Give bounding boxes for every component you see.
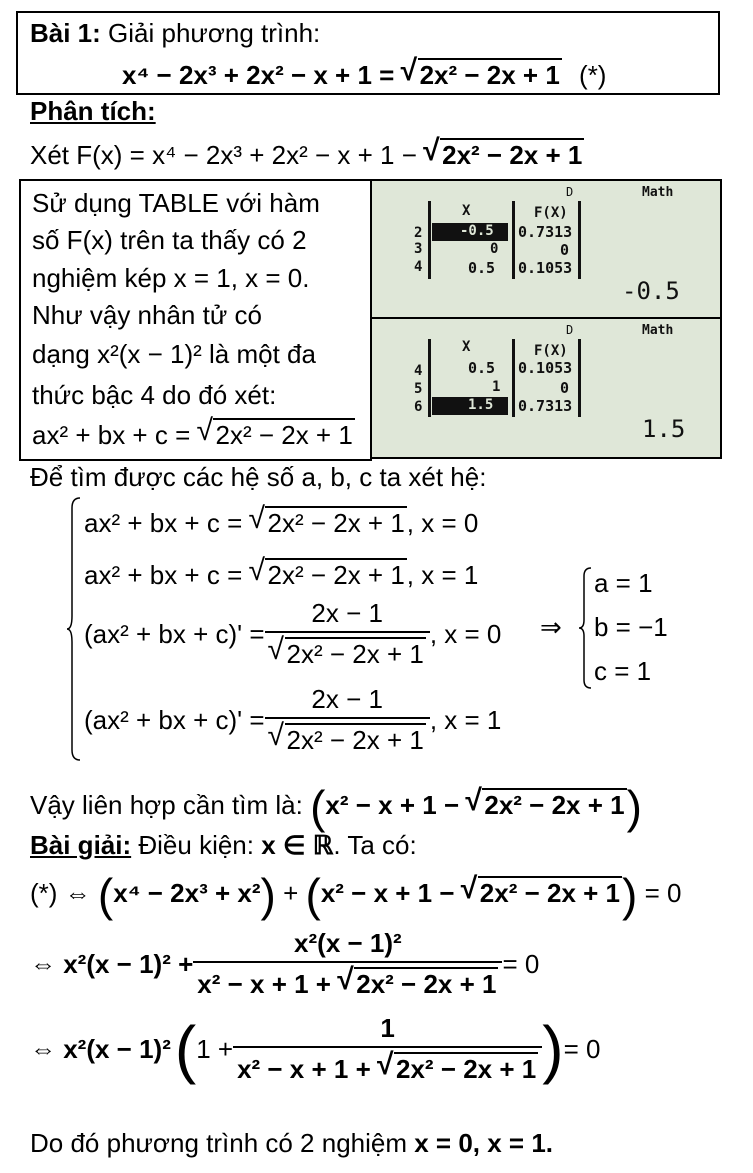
analysis-consider: Xét F(x) = x⁴ − 2x³ + 2x² − x + 1 − √ 2x² − 2x + 1 [30,138,584,171]
calc-cell-x: 0 [490,241,499,257]
solution-heading-line: Bài giải: Điều kiện: x ∈ ℝ. Ta có: [30,830,417,860]
calc-cell-f: 0 [560,379,570,397]
calc-row-index: 6 [414,399,423,415]
problem-equation: x⁴ − 2x³ + 2x² − x + 1 = √ 2x² − 2x + 1 (*) [122,58,606,91]
calc-col-x: X [462,203,471,219]
solution-step-2: ⇔ x²(x − 1)² + $\frac{\text{x²(x − 1)²}}{\text{x² − x + 1 + √ 2x² − 2x + 1}}$ = 0 [30,928,539,1000]
calc-divider [578,339,581,417]
calc-cell-f: 0.1053 [518,359,573,377]
calc-cell-f: 0.7313 [518,223,573,241]
calc-divider [578,201,581,279]
calc-screen-2 [370,317,722,459]
calc-row-index: 5 [414,381,423,397]
table-line-4: Như vậy nhân tử có [32,300,262,330]
calc-screen-1 [370,179,722,319]
calc-cell-x: 1 [492,379,501,395]
system-left-brace [66,496,82,762]
calc-divider [428,201,431,279]
calc-indicator: D [566,323,574,337]
table-line-6: thức bậc 4 do đó xét: [32,380,277,410]
table-line-5: dạng x²(x − 1)² là một đa [32,339,316,369]
calc-result: -0.5 [622,277,680,305]
table-line-3: nghiệm kép x = 1, x = 0. [32,263,310,293]
calc-mode: Math [642,185,674,200]
solution-c: c = 1 [594,656,652,686]
system-intro: Để tìm được các hệ số a, b, c ta xét hệ: [30,462,487,492]
calc-row-index: 4 [414,259,423,275]
calc-col-f: F(X) [534,205,568,221]
conjugate-line: Vậy liên hợp cần tìm là: (x² − x + 1 − √ 2x² − 2x + 1) [30,780,642,834]
analysis-heading: Phân tích: [30,96,156,126]
calc-cell-x: 0.5 [468,359,496,377]
calc-row-index: 2 [414,225,423,241]
system-eq-3: (ax² + bx + c)' = 2x − 1 √ 2x² − 2x + 1 , x = 0 [84,598,501,670]
problem-heading [30,18,320,49]
calc-row-index: 3 [414,241,423,257]
system-eq-2: ax² + bx + c = √ 2x² − 2x + 1, x = 1 [84,558,478,591]
calc-mode: Math [642,323,674,338]
calc-row-index: 4 [414,363,423,379]
solution-right-brace [578,566,592,690]
solution-a: a = 1 [594,568,653,598]
table-line-1: Sử dụng TABLE với hàm [32,188,320,218]
calc-divider [512,339,515,417]
problem-label: Bài 1: [30,18,101,48]
calc-col-f: F(X) [534,343,568,359]
system-eq-4: (ax² + bx + c)' = 2x − 1 √ 2x² − 2x + 1 , x = 1 [84,684,501,756]
solution-step-1: (*) ⇔ (x⁴ − 2x³ + x²) + (x² − x + 1 − √ 2x² − 2x + 1) = 0 [30,868,681,922]
system-eq-1: ax² + bx + c = √ 2x² − 2x + 1, x = 0 [84,506,478,539]
conclusion-line: Do đó phương trình có 2 nghiệm x = 0, x = 1. [30,1128,554,1158]
table-line-7: ax² + bx + c = √ 2x² − 2x + 1 [32,418,355,451]
calc-indicator: D [566,185,574,199]
solution-step-3: ⇔ x²(x − 1)² ( 1 + $\frac{1}{\text{x² − x + 1 + √ 2x² − 2x + 1}}$ ) = 0 [30,1012,600,1086]
calc-divider [428,339,431,417]
calc-cell-f: 0.1053 [518,259,573,277]
table-line-2: số F(x) trên ta thấy có 2 [32,225,307,255]
calc-cell-x: 0.5 [468,259,496,277]
calc-cell-f: 0.7313 [518,397,573,415]
calc-col-x: X [462,339,471,355]
calc-cell-x: -0.5 [460,223,494,239]
calc-cell-f: 0 [560,241,570,259]
calc-result: 1.5 [642,415,686,443]
calc-divider [512,201,515,279]
problem-text: Giải phương trình: [108,18,321,48]
solution-b: b = −1 [594,612,668,642]
calc-cell-x: 1.5 [468,397,494,413]
implies-arrow: ⇒ [540,612,562,642]
